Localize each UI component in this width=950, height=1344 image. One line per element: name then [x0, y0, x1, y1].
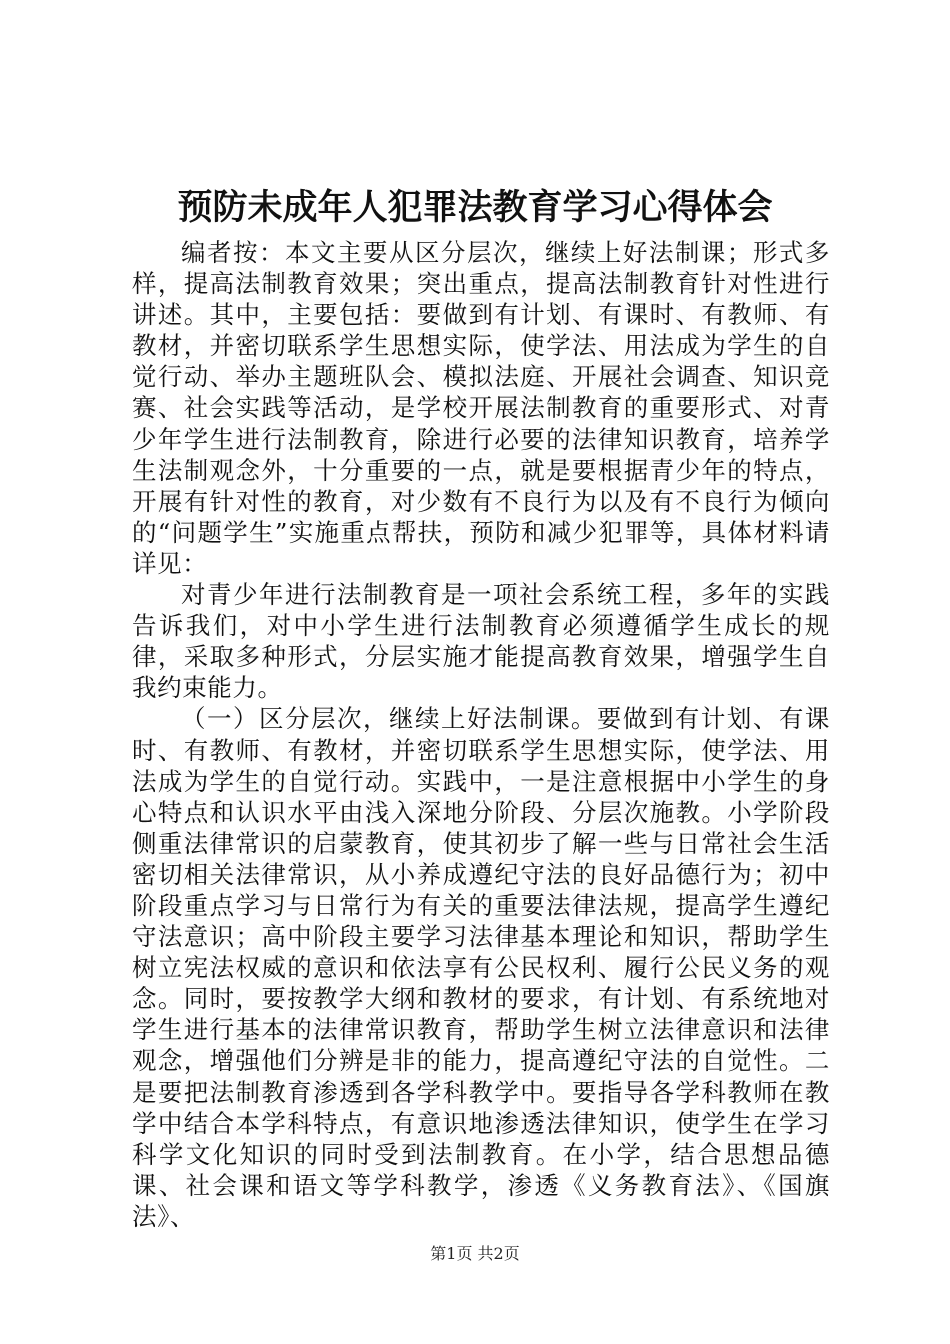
document-title: 预防未成年人犯罪法教育学习心得体会 — [177, 187, 773, 228]
document-body — [132, 237, 830, 1232]
page-number-footer: 第1页 共2页 — [430, 1244, 520, 1263]
intro-paragraph: 对青少年进行法制教育是一项社会系统工程，多年的实践告诉我们，对中小学生进行法制教育必须遵循学生成长的规律，采取多种形式，分层实施才能提高教育效果，增强学生自我约束能力。 — [132, 580, 830, 703]
editor-note-paragraph: 编者按：本文主要从区分层次，继续上好法制课；形式多样，提高法制教育效果；突出重点，提高法制教育针对性进行讲述。其中，主要包括：要做到有计划、有课时、有教师、有教材，并密切联系学生思想实际，使学法、用法成为学生的自觉行动、举办主题班队会、模拟法庭、开展社会调查、知识竞赛、社会实践等活动，是学校开展法制教育的重要形式、对青少年学生进行法制教育，除进行必要的法律知识教育，培养学生法制观念外，十分重要的一点，就是要根据青少年的特点，开展有针对性的教育，对少数有不良行为以及有不良行为倾向的“问题学生”实施重点帮扶，预防和减少犯罪等，具体材料请详见： — [132, 238, 830, 578]
section-one-paragraph: （一）区分层次，继续上好法制课。要做到有计划、有课时、有教师、有教材，并密切联系学生思想实际，使学法、用法成为学生的自觉行动。实践中，一是注意根据中小学生的身心特点和认识水平由浅入深地分阶段、分层次施教。小学阶段侧重法律常识的启蒙教育，使其初步了解一些与日常社会生活密切相关法律常识，从小养成遵纪守法的良好品德行为；初中阶段重点学习与日常行为有关的重要法律法规，提高学生遵纪守法意识；高中阶段主要学习法律基本理论和知识，帮助学生树立宪法权威的意识和依法享有公民权利、履行公民义务的观念。同时，要按教学大纲和教材的要求，有计划、有系统地对学生进行基本的法律常识教育，帮助学生树立法律意识和法律观念，增强他们分辨是非的能力，提高遵纪守法的自觉性。二是要把法制教育渗透到各学科教学中。要指导各学科教师在教学中结合本学科特点，有意识地渗透法律知识，使学生在学习科学文化知识的同时受到法制教育。在小学，结合思想品德课、社会课和语文等学科教学，渗透《义务教育法》、《国旗法》、 — [132, 704, 830, 1231]
